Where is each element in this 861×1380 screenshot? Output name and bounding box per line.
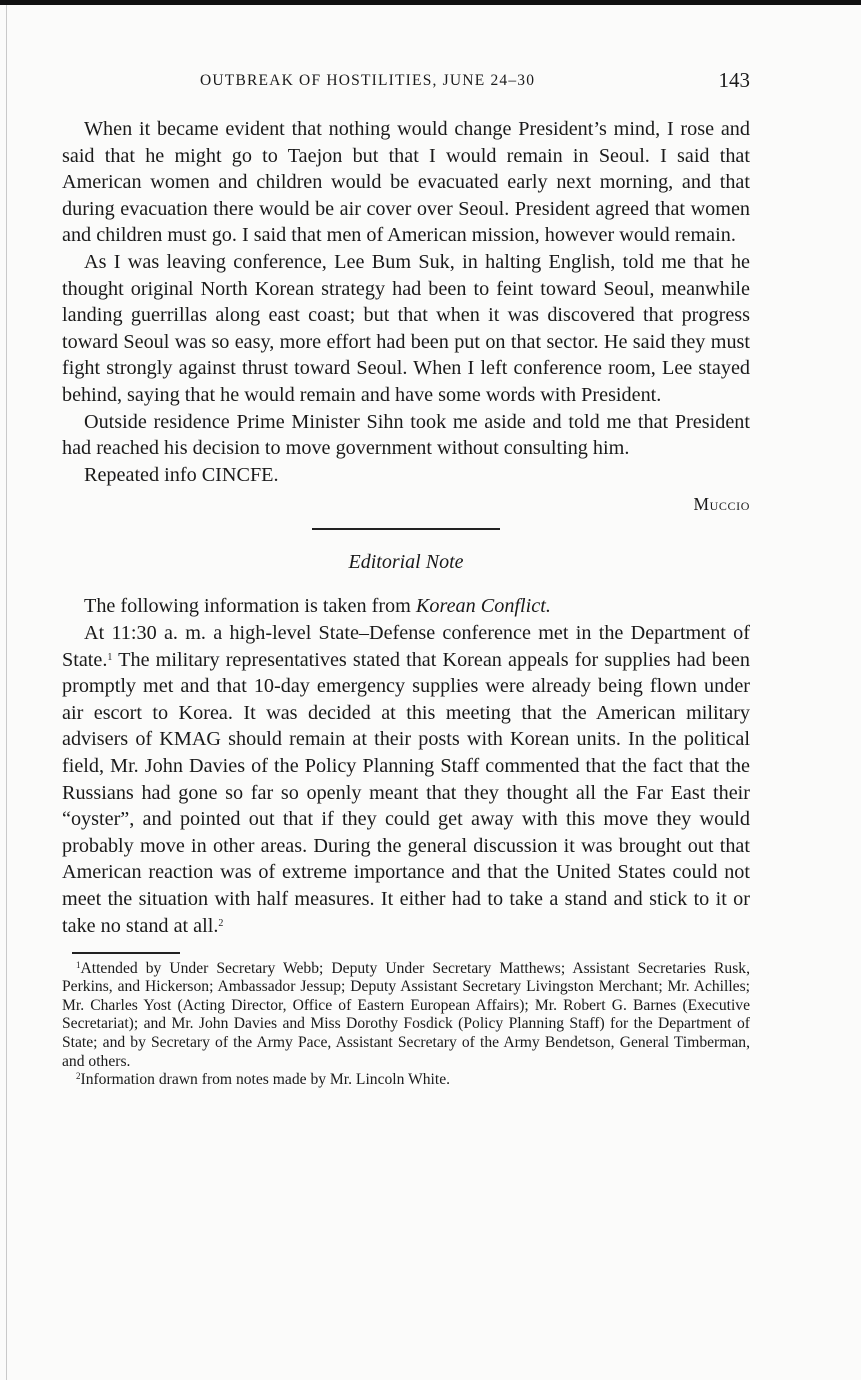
footnote-text: Attended by Under Secretary Webb; Deputy Under Secretary Matthews; Assistant Secretaries Rusk, Perkins, and Hickerson; Ambassador Jessup; Deputy Assistant Secretary Livingston Merchant; Mr. Achilles; Mr. Charles Yost (Acting Director, Office of Eastern European Affairs); Mr. Robert G. Barnes (Executive Secretariat); and Mr. John Davies and Miss Dorothy Fosdick (Policy Planning Staff) for the Department of State; and by Secretary of the Army Pace, Assistant Secretary of the Army Bendetson, General Timberman, and others. — [62, 959, 750, 1070]
page-header — [62, 68, 750, 96]
footnote-ref[interactable]: 1 — [107, 651, 113, 663]
footnote — [62, 960, 750, 1072]
page-edge — [6, 5, 7, 1380]
section-title: Editorial Note — [348, 550, 464, 573]
editorial-text: The military representatives stated that Korean appeals for supplies had been promptly met and that 10-day emergency supplies were already being flown under air escort to Korea. It was decided at this meeting that the American military advisers of KMAG should remain at their posts with Korean units. In the political field, Mr. John Davies of the Policy Planning Staff commented that the fact that the Russians had gone so far so openly meant that they thought all the Far East their “oyster”, and pointed out that if they could get away with this move they would probably move in other areas. During the general discussion it was brought out that American reaction was of extreme importance and that the United States could not meet the situation with half measures. It either had to take a stand and stick to it or take no stand at all. — [62, 648, 750, 937]
footnote-ref[interactable]: 2 — [218, 917, 224, 929]
footnote-marker: 1 — [76, 959, 81, 970]
telegram-paragraph: Outside residence Prime Minister Sihn took me aside and told me that President had reached his decision to move government without consulting him. — [62, 410, 750, 460]
telegram-paragraph: Repeated info CINCFE. — [84, 463, 279, 486]
page-number: 143 — [718, 68, 750, 92]
page-body — [62, 116, 750, 1090]
section-divider — [312, 528, 500, 530]
intro-text: The following information is taken from — [84, 595, 416, 618]
running-head: OUTBREAK OF HOSTILITIES, JUNE 24–30 — [200, 72, 536, 89]
footnotes — [62, 960, 750, 1090]
editorial-paragraph — [62, 620, 750, 939]
telegram-paragraph: When it became evident that nothing would change President’s mind, I rose and said that he might go to Taejon but that I would remain in Seoul. I said that American women and children would be evacuated early next morning, and that during evacuation there would be air cover over Seoul. President agreed that women and children must go. I said that men of American mission, however would remain. — [62, 118, 750, 247]
source-title: Korean Conflict. — [415, 595, 551, 618]
top-border — [0, 0, 861, 5]
telegram-paragraph: As I was leaving conference, Lee Bum Suk, in halting English, told me that he thought original North Korean strategy had been to feint toward Seoul, meanwhile landing guerrillas along east coast; but that when it was discovered that progress toward Seoul was so easy, more effort had been put on that sector. He said they must fight strongly against thrust toward Seoul. When I left conference room, Lee stayed behind, saying that he would remain and have some words with President. — [62, 250, 750, 406]
editorial-intro — [62, 593, 750, 620]
signature: Muccio — [693, 494, 750, 515]
footnote — [62, 1071, 750, 1090]
footnote-rule — [72, 952, 180, 954]
footnote-text: Information drawn from notes made by Mr. Lincoln White. — [80, 1071, 451, 1089]
footnote-marker: 2 — [76, 1071, 81, 1082]
editorial-text: At 11:30 a. m. a high-level State–Defense conference met in the Department of State. — [62, 622, 750, 671]
